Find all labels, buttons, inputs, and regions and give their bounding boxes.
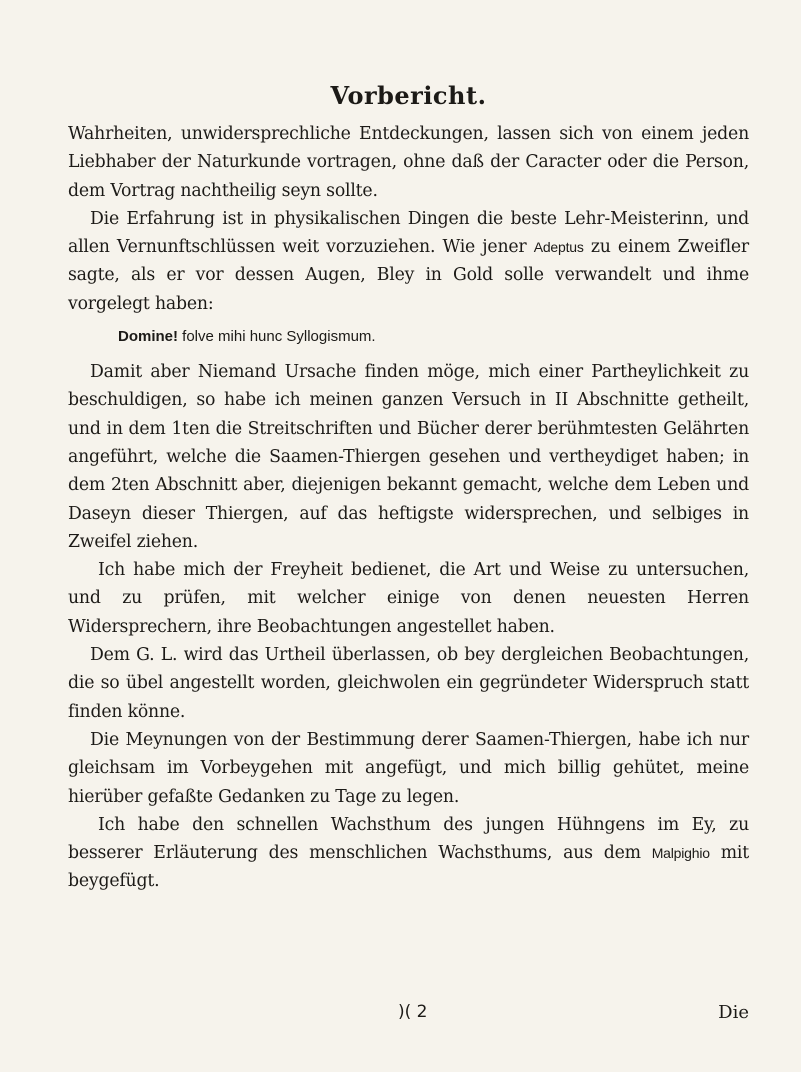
signature-mark: )( 2 — [398, 1002, 428, 1022]
paragraph-1: Wahrheiten, unwidersprechliche Entdeckungen, lassen sich von einem jeden Liebhaber der Naturkunde vortragen, ohne daß der Caracter oder die Person, dem Vortrag nachtheilig seyn sollte. — [68, 124, 749, 201]
page-footer — [68, 1002, 749, 1032]
paragraph-7 — [68, 811, 749, 896]
paragraph-2-text-a: Die Erfahrung ist in physikalischen Dingen die beste Lehr-Meisterinn, und allen Vernunftschlüssen weit vorzuziehen. Wie jener — [68, 208, 749, 258]
latin-quote-rest: folve mihi hunc Syllogismum. — [178, 328, 376, 346]
latin-quote-domine: Domine! — [118, 328, 178, 346]
paragraph-2-adeptus: Adeptus — [533, 239, 584, 256]
paragraph-7-text-a: Ich habe den schnellen Wachsthum des jungen Hühngens im Ey, zu besserer Erläuterung des menschlichen Wachsthums, aus dem — [68, 814, 749, 864]
paragraph-6: Die Meynungen von der Bestimmung derer Saamen-Thiergen, habe ich nur gleichsam im Vorbeygehen mit angefügt, und mich billig gehütet, meine hierüber gefaßte Gedanken zu Tage zu legen. — [68, 729, 749, 807]
paragraph-3: Damit aber Niemand Ursache finden möge, mich einer Partheylichkeit zu beschuldigen, so habe ich meinen ganzen Versuch in II Abschnitte getheilt, und in dem 1ten die Streitschriften und Bücher derer berühmtesten Gelährten angeführt, welche die Saamen-Thiergen gesehen und vertheydiget haben; in dem 2ten Abschnitt aber, diejenigen bekannt gemacht, welche dem Leben und Daseyn dieser Thiergen, auf das heftigste widersprechen, und selbiges in Zweifel ziehen. — [68, 362, 749, 552]
paragraph-4: Ich habe mich der Freyheit bedienet, die Art und Weise zu untersuchen, und zu prüfen, mit welcher einige von denen neuesten Herren Widersprechern, ihre Beobachtungen angestellet haben. — [68, 560, 749, 637]
paragraph-2 — [68, 205, 749, 318]
paragraph-5: Dem G. L. wird das Urtheil überlassen, ob bey dergleichen Beobachtungen, die so übel angestellt worden, gleichwolen ein gegründeter Widerspruch statt finden könne. — [68, 645, 749, 722]
paragraph-7-text-b: mit beygefügt. — [68, 843, 749, 892]
paragraph-2-text-b: zu einem Zweifler sagte, als er vor dessen Augen, Bley in Gold solle verwandelt und ihme vorgelegt haben: — [68, 237, 749, 314]
paragraph-7-malpighio: Malpighio — [651, 845, 710, 862]
catchword: Die — [718, 1002, 749, 1023]
page-header: Vorbericht. — [330, 81, 487, 110]
latin-quote — [68, 322, 749, 352]
